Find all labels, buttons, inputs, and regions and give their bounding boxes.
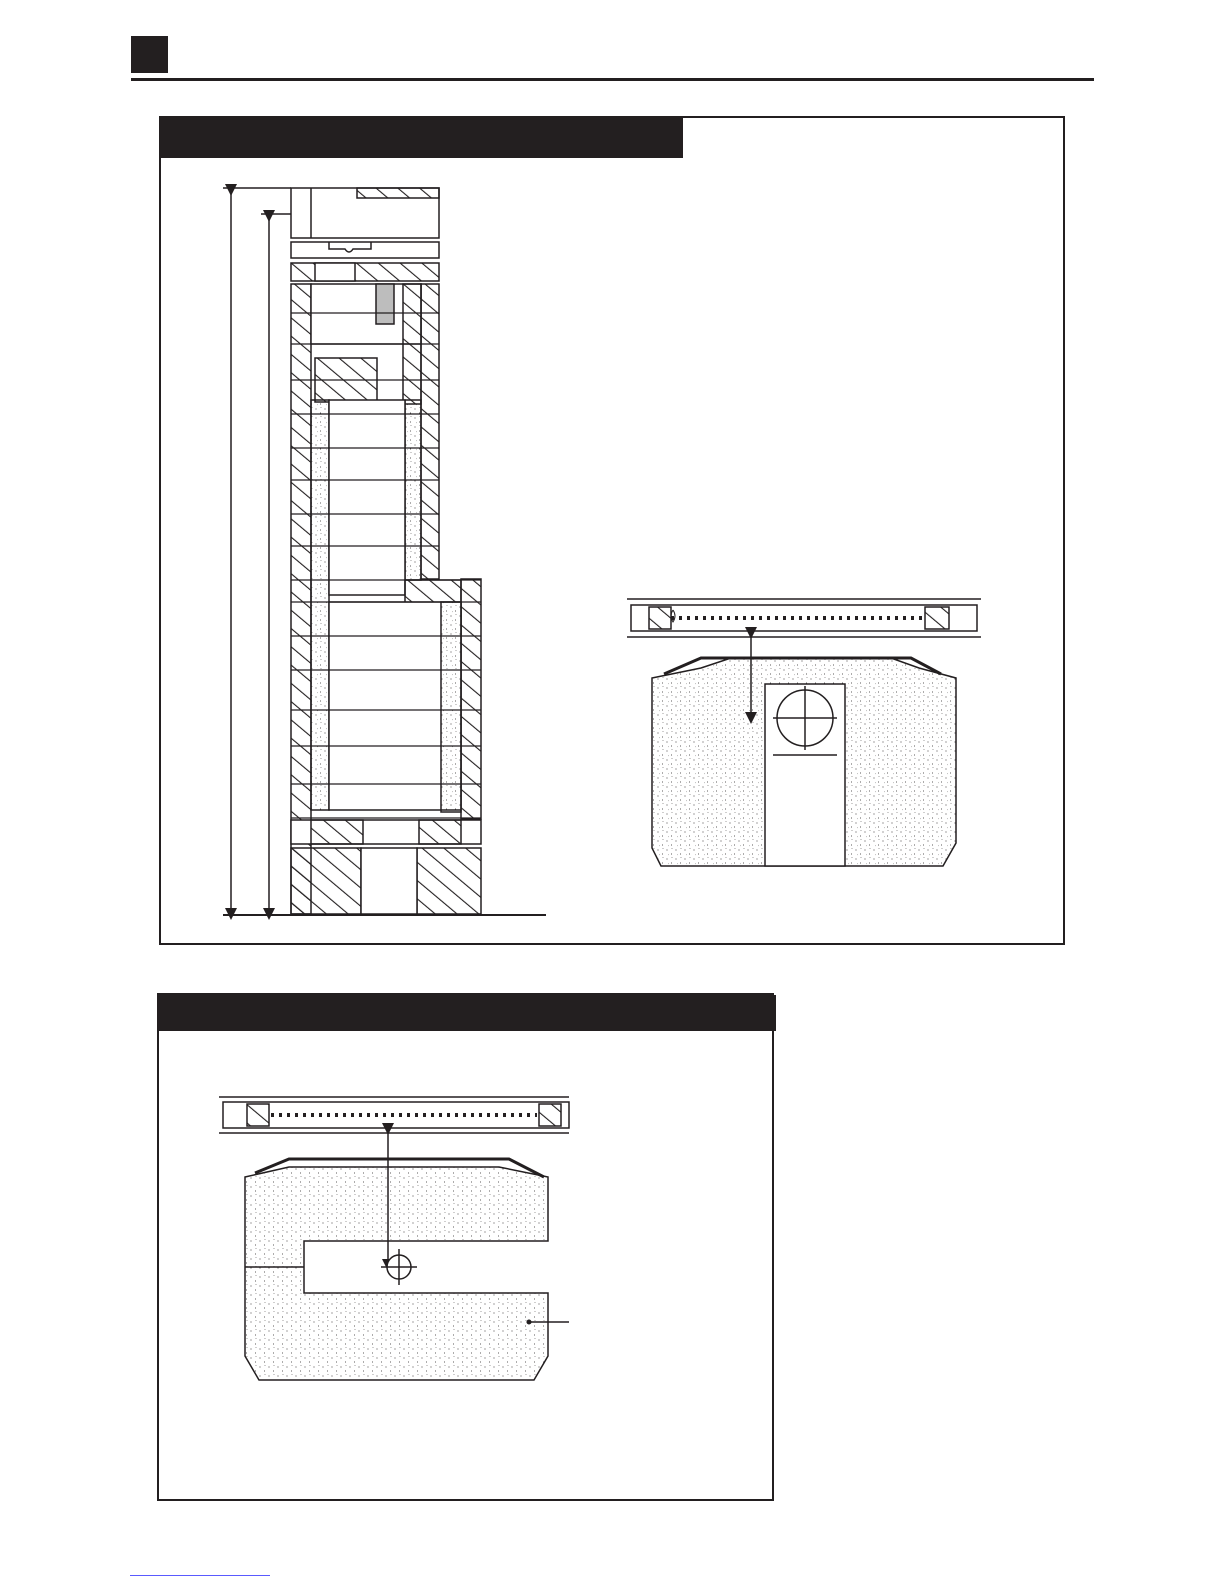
smoke-chamber-plan-drawing (159, 995, 776, 1503)
chimney-cap (291, 188, 439, 281)
header-rule (131, 78, 1094, 81)
section-marker-tab (131, 36, 168, 73)
ceiling-clearance-detail (627, 599, 981, 866)
chimney-elevation-drawing (161, 118, 1067, 947)
chimney-flue-courses (291, 284, 481, 914)
footer-link-underline[interactable] (130, 1575, 270, 1576)
figure-panel-2 (157, 993, 774, 1501)
figure-panel-1 (159, 116, 1065, 945)
